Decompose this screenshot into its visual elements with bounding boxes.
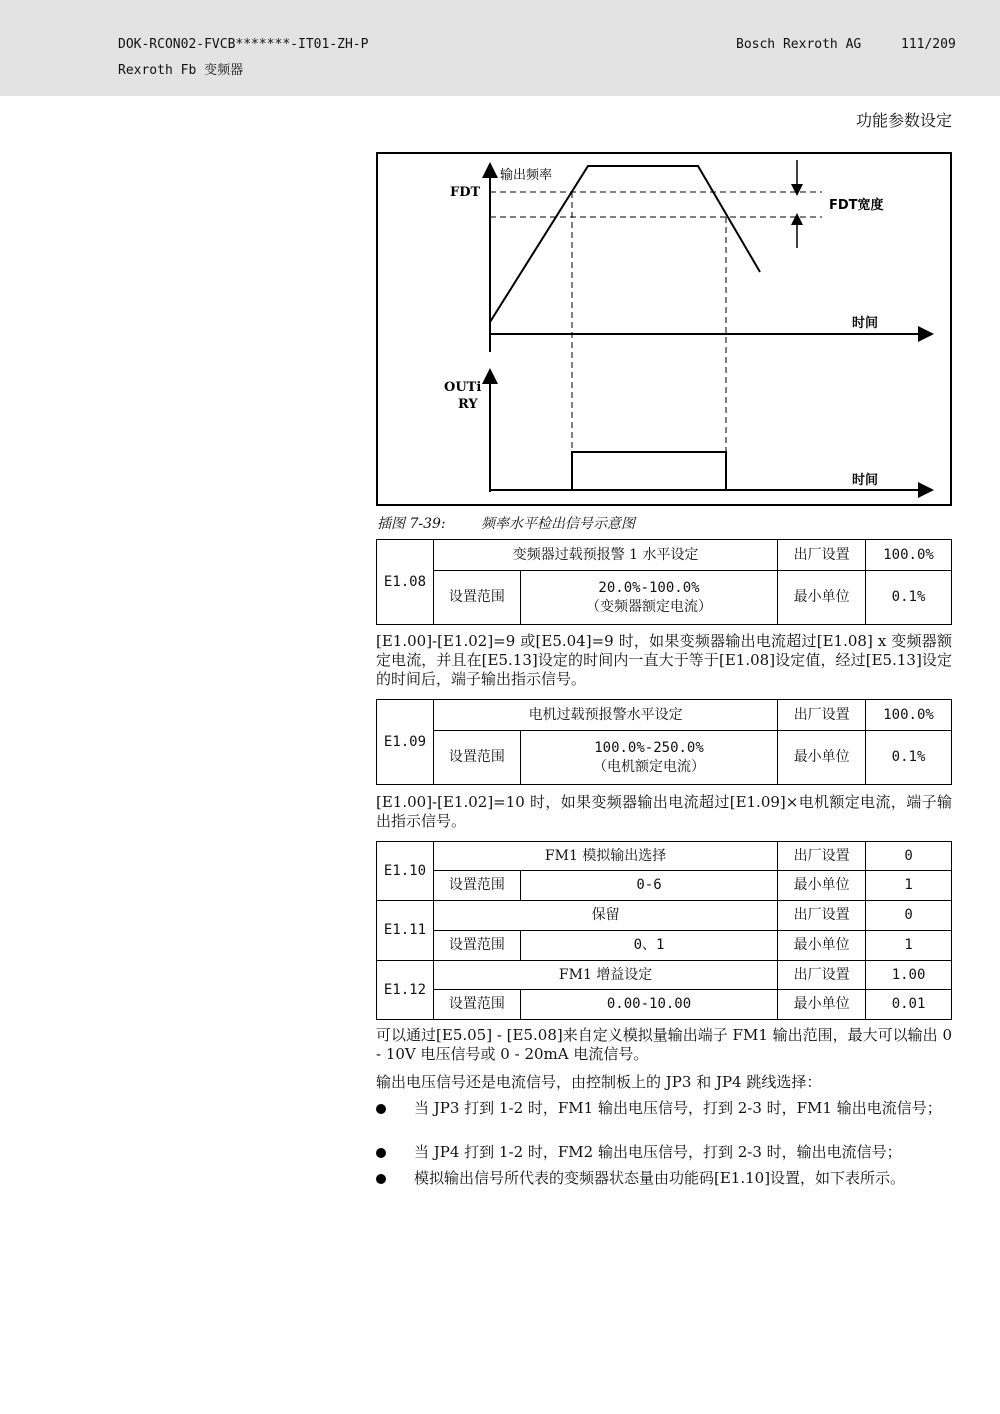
- range-value: 0-6: [520, 871, 777, 901]
- page-header: [0, 0, 1000, 96]
- param-code: E1.12: [377, 961, 434, 1020]
- min-unit-value: 0.1%: [866, 571, 952, 625]
- param-code: E1.10: [377, 842, 434, 901]
- range-line-1: 100.0%-250.0%: [594, 739, 704, 756]
- company-name: Bosch Rexroth AG: [736, 37, 862, 52]
- bullet-dot-icon: [376, 1104, 386, 1114]
- e108-description: [E1.00]-[E1.02]=9 或[E5.04]=9 时，如果变频器输出电流超过[E1.08] x 变频器额定电流，并且在[E5.13]设定的时间内一直大于等于[E1.08]设定值，经过[E5.13]设定的时间后，端子输出指示信号。: [376, 632, 952, 688]
- figure-caption: [377, 513, 635, 533]
- section-title: 功能参数设定: [855, 111, 952, 130]
- factory-value: 100.0%: [866, 540, 952, 571]
- param-code: E1.11: [377, 901, 434, 961]
- jumper-selection-intro: 输出电压信号还是电流信号，由控制板上的 JP3 和 JP4 跳线选择：: [376, 1073, 822, 1091]
- fdt-diagram: [376, 152, 952, 506]
- factory-label: 出厂设置: [778, 842, 866, 871]
- range-value: 0.00-10.00: [520, 990, 777, 1020]
- min-unit-value: 1: [866, 871, 952, 901]
- bullet-text: 当 JP3 打到 1-2 时，FM1 输出电压信号，打到 2-3 时，FM1 输出电流信号；: [414, 1099, 942, 1117]
- param-table-e110-e112: [376, 841, 952, 1020]
- range-value: [520, 571, 778, 625]
- factory-label: 出厂设置: [778, 540, 866, 571]
- range-label: 设置范围: [433, 871, 520, 901]
- param-name: 变频器过载预报警 1 水平设定: [433, 540, 777, 571]
- min-unit-label: 最小单位: [778, 990, 866, 1020]
- range-value: 0、1: [520, 931, 777, 961]
- param-table-e108: [376, 539, 952, 625]
- min-unit-value: 0.01: [866, 990, 952, 1020]
- param-name: FM1 模拟输出选择: [433, 842, 777, 871]
- document-subtitle: Rexroth Fb 变频器: [118, 63, 244, 78]
- range-line-1: 20.0%-100.0%: [598, 579, 700, 596]
- factory-value: 0: [866, 842, 952, 871]
- factory-label: 出厂设置: [778, 700, 866, 731]
- y-axis-top-label: 输出频率: [500, 168, 553, 183]
- range-line-2: （变频器额定电流）: [586, 598, 712, 615]
- range-label: 设置范围: [433, 571, 520, 625]
- range-label: 设置范围: [433, 990, 520, 1020]
- param-code: E1.08: [377, 540, 434, 625]
- factory-value: 100.0%: [866, 700, 952, 731]
- min-unit-label: 最小单位: [778, 871, 866, 901]
- bullet-text: 模拟输出信号所代表的变频器状态量由功能码[E1.10]设置，如下表所示。: [414, 1169, 906, 1187]
- figure-caption-text: 频率水平检出信号示意图: [481, 516, 635, 532]
- param-code: E1.09: [377, 700, 434, 785]
- factory-value: 1.00: [866, 961, 952, 990]
- param-table-e109: [376, 699, 952, 785]
- fm1-range-description: 可以通过[E5.05] - [E5.08]来自定义模拟量输出端子 FM1 输出范围，最大可以输出 0 - 10V 电压信号或 0 - 20mA 电流信号。: [376, 1026, 952, 1063]
- fdt-width-label: FDT宽度: [829, 198, 884, 213]
- frequency-curve: [490, 166, 760, 322]
- min-unit-label: 最小单位: [778, 571, 866, 625]
- figure-caption-number: 插图 7-39:: [377, 516, 446, 532]
- x-axis-bottom-label: 时间: [852, 473, 879, 488]
- range-value: [520, 731, 778, 785]
- bullet-dot-icon: [376, 1148, 386, 1158]
- y-axis-bottom-label-2: RY: [458, 397, 478, 412]
- outirly-pulse: [490, 452, 726, 490]
- bullet-text: 当 JP4 打到 1-2 时，FM2 输出电压信号，打到 2-3 时，输出电流信号；: [414, 1143, 902, 1161]
- factory-label: 出厂设置: [778, 901, 866, 931]
- x-axis-top-label: 时间: [852, 316, 879, 331]
- param-name: 保留: [433, 901, 777, 931]
- e109-description: [E1.00]-[E1.02]=10 时，如果变频器输出电流超过[E1.09]×电机额定电流，端子输出指示信号。: [376, 793, 952, 830]
- min-unit-label: 最小单位: [778, 931, 866, 961]
- range-line-2: （电机额定电流）: [593, 758, 706, 775]
- factory-label: 出厂设置: [778, 961, 866, 990]
- param-name: FM1 增益设定: [433, 961, 777, 990]
- page-number: 111/209: [901, 37, 956, 52]
- fdt-label: FDT: [450, 185, 481, 200]
- range-label: 设置范围: [433, 731, 520, 785]
- y-axis-bottom-label-1: OUTi: [444, 380, 482, 395]
- range-label: 设置范围: [433, 931, 520, 961]
- param-name: 电机过载预报警水平设定: [433, 700, 777, 731]
- min-unit-label: 最小单位: [778, 731, 866, 785]
- bullet-dot-icon: [376, 1174, 386, 1184]
- fdt-diagram-svg: [378, 154, 954, 508]
- min-unit-value: 0.1%: [866, 731, 952, 785]
- document-id: DOK-RCON02-FVCB*******-IT01-ZH-P: [118, 37, 369, 52]
- factory-value: 0: [866, 901, 952, 931]
- min-unit-value: 1: [866, 931, 952, 961]
